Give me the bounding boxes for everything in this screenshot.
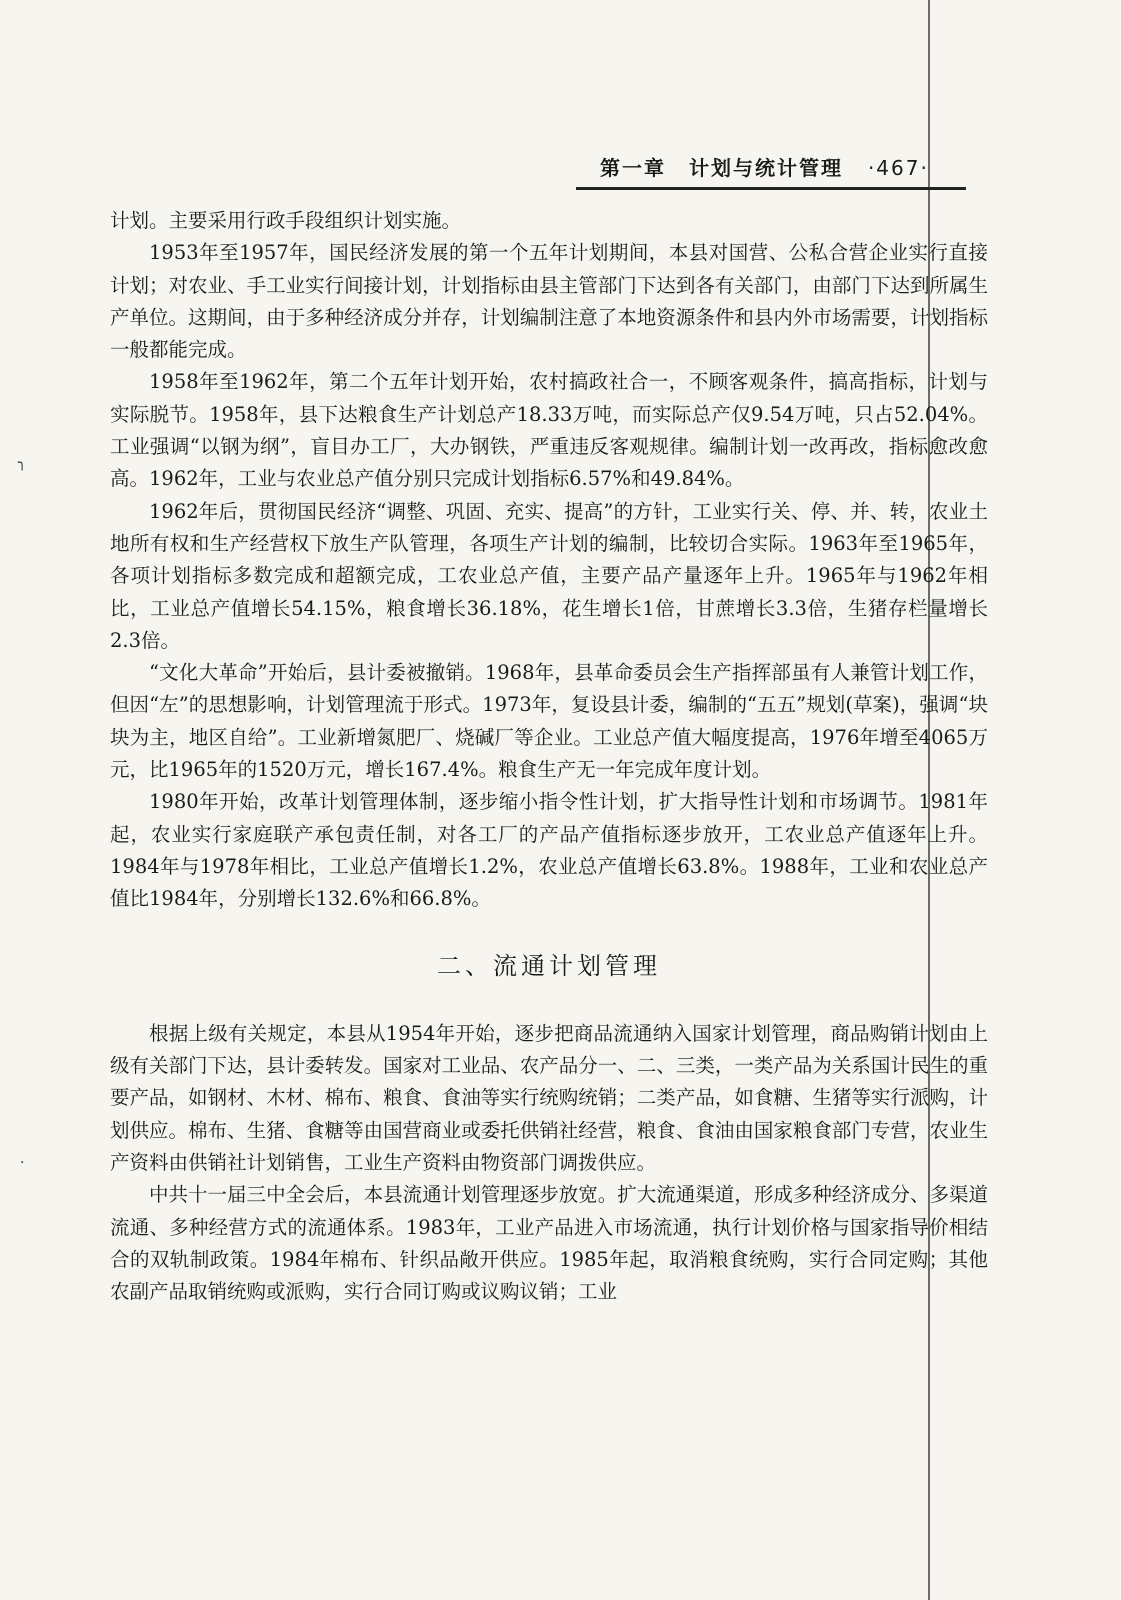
chapter-label: 第一章	[600, 156, 666, 180]
paragraph: 1958年至1962年，第二个五年计划开始，农村搞政社合一，不顾客观条件，搞高指标，计划与实际脱节。1958年，县下达粮食生产计划总产18.33万吨，而实际总产仅9.54万吨，只占52.04%。工业强调“以钢为纲”，盲目办工厂，大办钢铁，严重违反客观规律。编制计划一改再改，指标愈改愈高。1962年，工业与农业总产值分别只完成计划指标6.57%和49.84%。	[110, 370, 988, 491]
scan-mark: ╮	[18, 455, 27, 471]
body-text	[110, 205, 988, 1309]
chapter-title: 计划与统计管理	[688, 156, 843, 180]
header-rule	[576, 187, 966, 190]
section-title: 二、流通计划管理	[437, 951, 661, 980]
paragraph: 计划。主要采用行政手段组织计划实施。	[110, 209, 462, 232]
paragraph: 中共十一届三中全会后，本县流通计划管理逐步放宽。扩大流通渠道，形成多种经济成分、多渠道流通、多种经营方式的流通体系。1983年，工业产品进入市场流通，执行计划价格与国家指导价相结合的双轨制政策。1984年棉布、针织品敞开供应。1985年起，取消粮食统购，实行合同定购；其他农副产品取销统购或派购，实行合同订购或议购议销；工业	[110, 1183, 988, 1304]
page-number: ·467·	[867, 156, 929, 180]
paragraph: 1953年至1957年，国民经济发展的第一个五年计划期间，本县对国营、公私合营企业实行直接计划；对农业、手工业实行间接计划，计划指标由县主管部门下达到各有关部门，由部门下达到所属生产单位。这期间，由于多种经济成分并存，计划编制注意了本地资源条件和县内外市场需要，计划指标一般都能完成。	[110, 241, 988, 362]
scan-mark: ·	[20, 1155, 25, 1171]
paragraph: 1962年后，贯彻国民经济“调整、巩固、充实、提高”的方针，工业实行关、停、并、转，农业土地所有权和生产经营权下放生产队管理，各项生产计划的编制，比较切合实际。1963年至1965年，各项计划指标多数完成和超额完成，工农业总产值，主要产品产量逐年上升。1965年与1962年相比，工业总产值增长54.15%，粮食增长36.18%，花生增长1倍，甘蔗增长3.3倍，生猪存栏量增长2.3倍。	[110, 499, 988, 652]
paragraph: 根据上级有关规定，本县从1954年开始，逐步把商品流通纳入国家计划管理，商品购销计划由上级有关部门下达，县计委转发。国家对工业品、农产品分一、二、三类，一类产品为关系国计民生的重要产品，如钢材、木材、棉布、粮食、食油等实行统购统销；二类产品，如食糖、生猪等实行派购，计划供应。棉布、生猪、食糖等由国营商业或委托供销社经营，粮食、食油由国家粮食部门专营，农业生产资料由供销社计划销售，工业生产资料由物资部门调拨供应。	[110, 1021, 988, 1175]
paragraph: “文化大革命”开始后，县计委被撤销。1968年，县革命委员会生产指挥部虽有人兼管计划工作，但因“左”的思想影响，计划管理流于形式。1973年，复设县计委，编制的“五五”规划(草案)，强调“块块为主，地区自给”。工业新增氮肥厂、烧碱厂等企业。工业总产值大幅度提高，1976年增至4065万元，比1965年的1520万元，增长167.4%。粮食生产无一年完成年度计划。	[110, 661, 988, 782]
running-header	[600, 152, 960, 181]
paragraph: 1980年开始，改革计划管理体制，逐步缩小指令性计划，扩大指导性计划和市场调节。1981年起，农业实行家庭联产承包责任制，对各工厂的产品产值指标逐步放开，工农业总产值逐年上升。1984年与1978年相比，工业总产值增长1.2%，农业总产值增长63.8%。1988年，工业和农业总产值比1984年，分别增长132.6%和66.8%。	[110, 790, 988, 911]
